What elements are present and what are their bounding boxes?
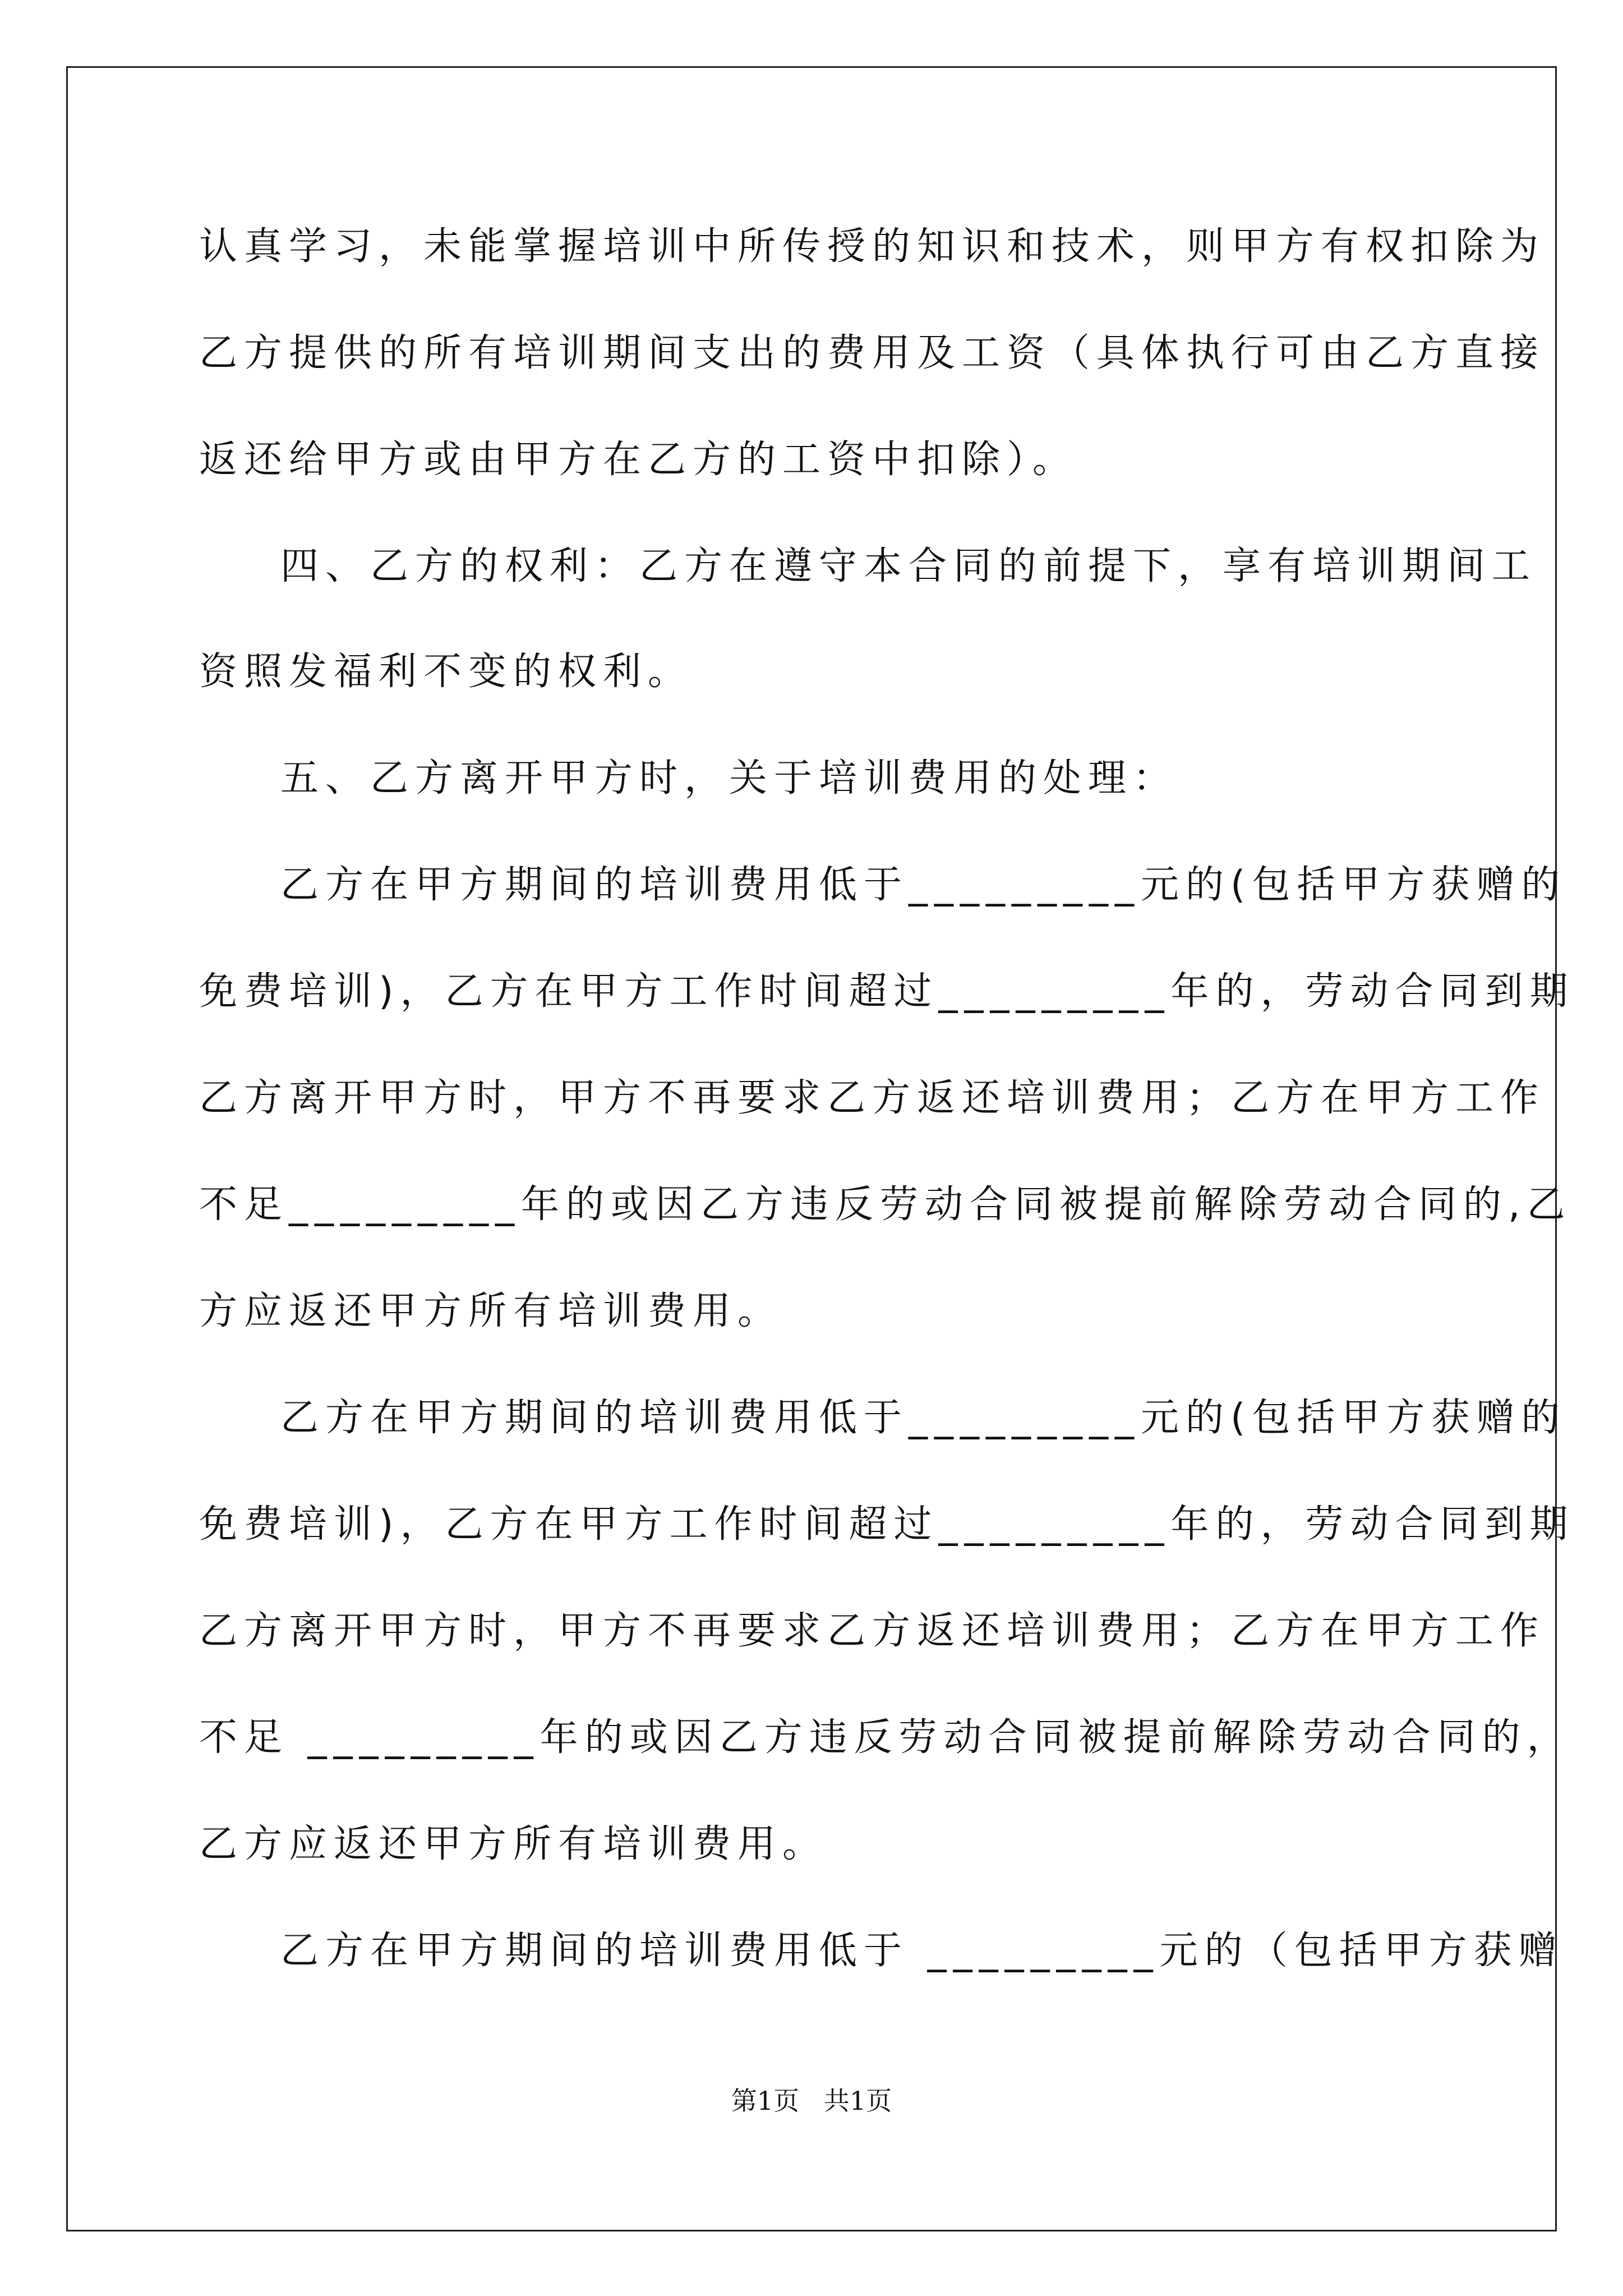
paragraph-heading-5: 五、乙方离开甲方时，关于培训费用的处理： — [280, 756, 1178, 800]
body-line: 免费培训)，乙方在甲方工作时间超过_________年的，劳动合同到期 — [199, 1502, 1575, 1547]
body-line: 乙方应返还甲方所有培训费用。 — [199, 1822, 828, 1866]
body-line: 认真学习，未能掌握培训中所传授的知识和技术，则甲方有权扣除为 — [199, 224, 1546, 269]
body-line: 免费培训)，乙方在甲方工作时间超过_________年的，劳动合同到期 — [199, 969, 1575, 1014]
body-line: 乙方离开甲方时，甲方不再要求乙方返还培训费用；乙方在甲方工作 — [199, 1076, 1546, 1120]
page-number-footer: 第1页 共1页 — [731, 2086, 892, 2116]
paragraph-start: 乙方在甲方期间的培训费用低于_________元的(包括甲方获赠的 — [280, 863, 1566, 907]
body-line: 资照发福利不变的权利。 — [199, 650, 693, 694]
paragraph-start: 乙方在甲方期间的培训费用低于_________元的(包括甲方获赠的 — [280, 1396, 1566, 1440]
body-line: 返还给甲方或由甲方在乙方的工资中扣除）。 — [199, 438, 1078, 482]
page-border — [66, 66, 1575, 2231]
body-line: 不足 _________年的或因乙方违反劳动合同被提前解除劳动合同的， — [199, 1715, 1572, 1760]
body-line: 不足_________年的或因乙方违反劳动合同被提前解除劳动合同的,乙 — [199, 1182, 1572, 1227]
paragraph-start: 乙方在甲方期间的培训费用低于 _________元的（包括甲方获赠 — [280, 1929, 1564, 1973]
body-line: 方应返还甲方所有培训费用。 — [199, 1289, 783, 1333]
body-line: 乙方离开甲方时，甲方不再要求乙方返还培训费用；乙方在甲方工作 — [199, 1609, 1546, 1653]
body-line: 乙方提供的所有培训期间支出的费用及工资（具体执行可由乙方直接 — [199, 331, 1546, 375]
paragraph-heading-4: 四、乙方的权利：乙方在遵守本合同的前提下，享有培训期间工 — [280, 544, 1537, 588]
